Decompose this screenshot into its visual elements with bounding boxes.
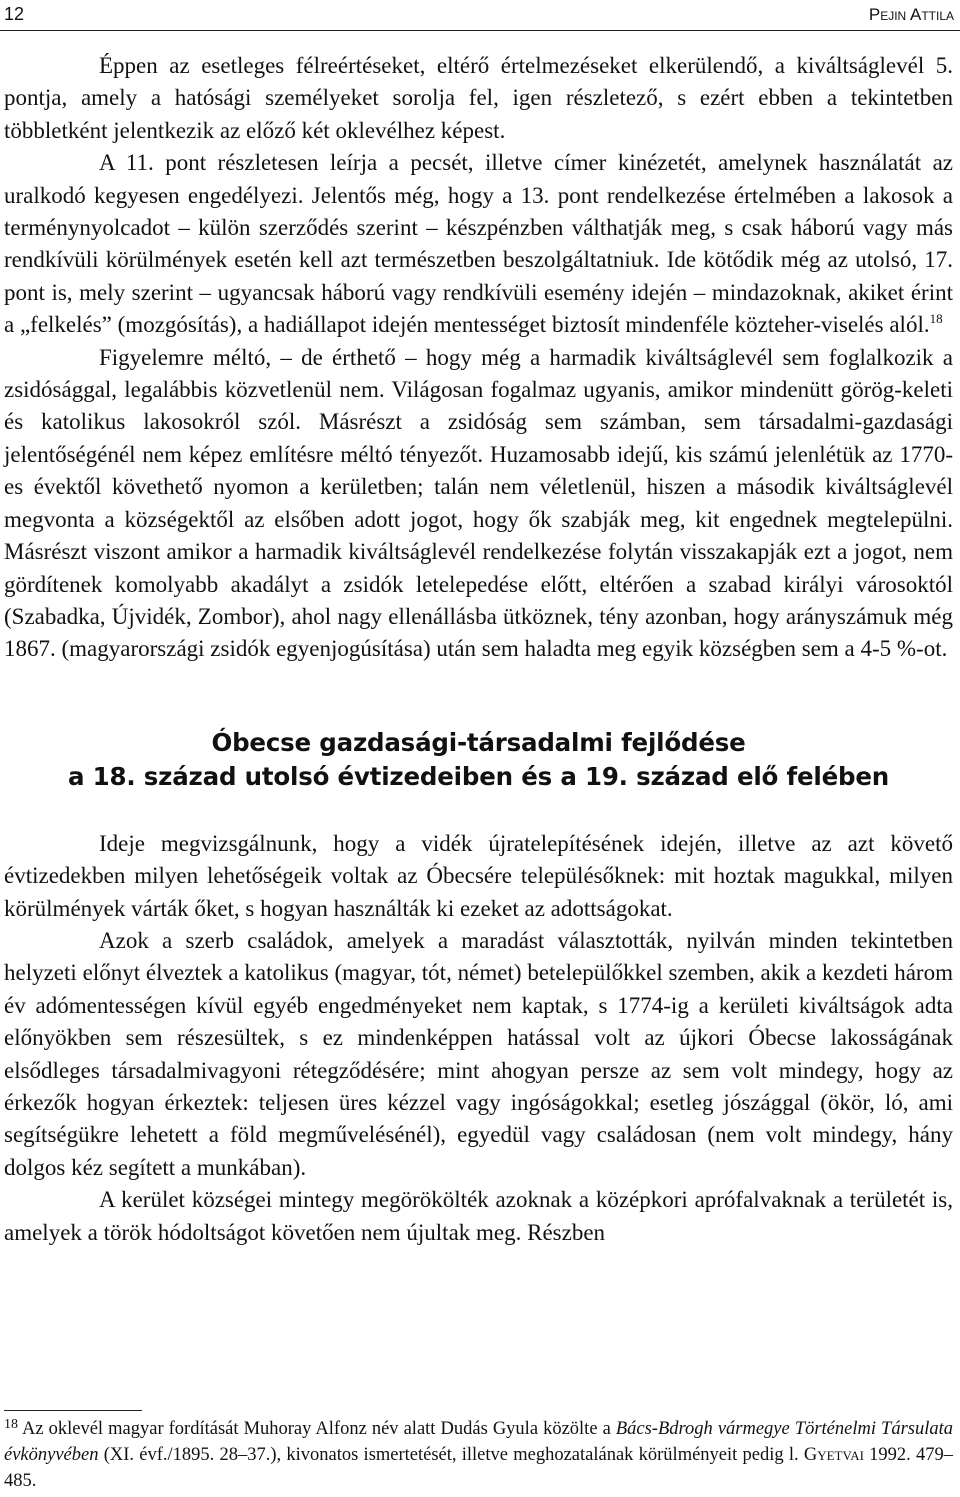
footnote-text-b: (XI. évf./1895. 28–37.), kivonatos ismertetését, illetve meghozatalának körülményeit pedig l. (98, 1445, 804, 1465)
paragraph-medieval-villages: A kerület községei mintegy megörökölték azoknak a középkori aprófalvaknak a területét is, amelyek a török hódoltságot követően nem újultak meg. Részben (4, 1187, 953, 1245)
footnote-separator (4, 1410, 142, 1411)
main-text (4, 50, 953, 1249)
running-author: Pejin Attila (868, 5, 954, 24)
footnote-journal-title: Bács-Bdrogh vármegye Történelmi Társulata évkönyvében (4, 1419, 953, 1465)
page-number: 12 (4, 4, 25, 24)
footnote-author: Gyetvai (803, 1445, 864, 1465)
paragraph-privilege-points-11-17 (4, 147, 953, 341)
paragraph-text: A 11. pont részletesen leírja a pecsét, illetve címer kinézetét, amelynek használatát az uralkodó kegyesen engedélyezi. Jelentős még, hogy a 13. pont rendelkezése értelmében a lakosok a terménynyolcadot – külön szerződés szerint – készpénzben válthatják meg, s csak háború vagy más rendkívüli körülmények esetén kell azt természetben beszolgáltatniuk. Ide kötődik még az utolsó, 17. pont is, mely szerint – ugyancsak háború vagy rendkívüli esemény idején – mindazoknak, akiket érint a „felkelés” (mozgósítás), a hadiállapot idején mentességet biztosít mindenféle közteher-viselés alól. (4, 150, 953, 338)
footnote-number: 18 (4, 1417, 18, 1432)
paragraph-settlers: Ideje megvizsgálnunk, hogy a vidék újratelepítésének idején, illetve az azt követő évtizedekben milyen lehetőségeik voltak az Óbecsére településőknek: mit hoztak magukkal, milyen körülmények várták őket, s hogyan használták ki ezeket az adottságokat. (4, 830, 953, 921)
paragraph-jewish-community: Figyelemre méltó, – de érthető – hogy még a harmadik kiváltságlevél sem foglalkozik a zsidósággal, legalábbis közvetlenül nem. Világosan fogalmaz ugyanis, amikor mindenütt görög-keleti és katolikus lakosokról szól. Másrészt a zsidóság sem számban, sem társadalmi-gazdasági jelentőségénél nem képez említésre méltó tényezőt. Huzamosabb idejű, kis számú jelenlétük az 1770-es évektől követhető nyomon a kerületben; talán nem véletlenül, hiszen a második kiváltságlevél megvonta a községektől az elsőben adott jogot, hogy ők szabják meg, kit engednek megtelepülni. Másrészt viszont amikor a harmadik kiváltságlevél rendelkezése folytán visszakapják ezt a jogot, nem gördítenek komolyabb akadályt a zsidók letelepedése előtt, eltérően a szabad királyi városoktól (Szabadka, Újvidék, Zombor), ahol nagy ellenállásba ütköznek, tény azonban, hogy arányszámuk még 1867. (magyarországi zsidók egyenjogúsítása) után sem haladta meg egyik községben sem a 4-5 %-ot. (4, 344, 953, 662)
paragraph-privilege-point-5: Éppen az esetleges félreértéseket, eltérő értelmezéseket elkerülendő, a kiváltságlevél 5. pontja, amely a hatósági személyeket sorolja fel, igen részletező, s ezért ebben a tekintetben többletként jelentkezik az előző két oklevélhez képest. (4, 53, 953, 143)
footnote-text-c: 1992. 479–485. (4, 1445, 954, 1491)
running-header (0, 0, 960, 31)
section-heading (4, 726, 953, 794)
paragraph-serbian-families: Azok a szerb családok, amelyek a maradást választották, nyilván minden tekintetben helyzeti előnyt élveztek a katolikus (magyar, tót, német) betelepülőkkel szemben, akik a kezdeti három év adómentességen kívül egyéb engedményeket nem kaptak, s 1774-ig a kerületi kiváltságok adta előnyökben sem részesültek, s ez mindenképpen hatással volt az újkori Óbecse lakosságának elsődleges társadalmivagyoni rétegződésére; mint ahogyan persze az sem volt mindegy, hogy az érkezők hogyan érkeztek: teljesen üres kézzel vagy ingóságokkal; esetleg jószággal (ökör, ló, ami segítségükre lehetett a föld megművelésénél), egyedül vagy családosan (nem volt mindegy, hány dolgos kéz segített a munkában). (4, 927, 953, 1180)
footnote-ref[interactable]: 18 (929, 311, 943, 327)
section-heading-line-2: a 18. század utolsó évtizedeiben és a 19. század elő felében (67, 761, 890, 791)
footnote (4, 1416, 953, 1494)
section-heading-line-1: Óbecse gazdasági-társadalmi fejlődése (211, 727, 746, 757)
footnote-text-a: Az oklevél magyar fordítását Muhoray Alfonz név alatt Dudás Gyula közölte a (22, 1419, 616, 1439)
